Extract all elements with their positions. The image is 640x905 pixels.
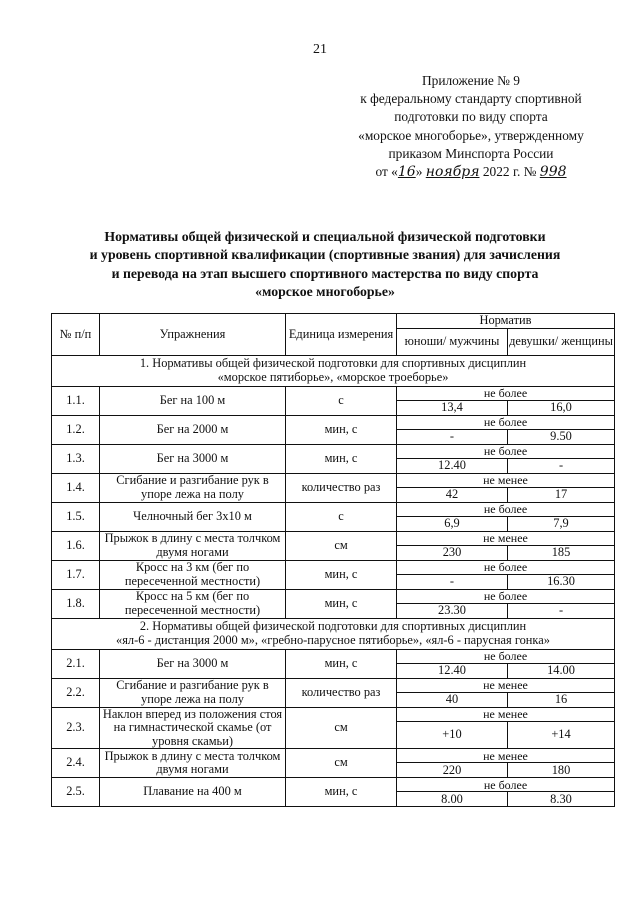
table-row [52, 560, 615, 574]
row-unit: с [286, 386, 397, 415]
row-norm-type: не менее [397, 531, 615, 545]
row-unit: мин, с [286, 778, 397, 807]
row-number: 1.3. [52, 444, 100, 473]
annex-line-1: к федеральному стандарту спортивной [360, 91, 582, 107]
norms-table [51, 313, 615, 807]
row-girls-value: 9.50 [508, 429, 615, 444]
row-exercise: Сгибание и разгибание рук в упоре лежа на полу [100, 678, 286, 707]
row-boys-value: 8.00 [397, 792, 508, 807]
row-girls-value: 14.00 [508, 663, 615, 678]
table-row [52, 749, 615, 763]
row-norm-type: не менее [397, 473, 615, 487]
annex-title: Приложение № 9 [421, 73, 521, 88]
row-exercise: Кросс на 5 км (бег по пересеченной местности) [100, 589, 286, 618]
row-girls-value: 16 [508, 692, 615, 707]
annex-line-3: «морское многоборье», утвержденному [358, 127, 584, 143]
row-boys-value: 220 [397, 763, 508, 778]
row-norm-type: не менее [397, 678, 615, 692]
row-number: 1.7. [52, 560, 100, 589]
row-girls-value: 16.30 [508, 574, 615, 589]
row-girls-value: +14 [508, 721, 615, 748]
annex-line-4: приказом Минспорта России [388, 145, 554, 161]
row-exercise: Челночный бег 3х10 м [100, 502, 286, 531]
row-exercise: Прыжок в длину с места толчком двумя ногами [100, 531, 286, 560]
row-unit: мин, с [286, 560, 397, 589]
norms-table-body [52, 314, 615, 807]
date-number: 998 [539, 164, 567, 181]
row-norm-type: не более [397, 649, 615, 663]
section-header-row [52, 355, 615, 386]
row-exercise: Наклон вперед из положения стоя на гимнастической скамье (от уровня скамьи) [100, 707, 286, 749]
row-exercise: Бег на 3000 м [100, 444, 286, 473]
row-unit: количество раз [286, 473, 397, 502]
row-boys-value: 12.40 [397, 663, 508, 678]
row-boys-value: 23.30 [397, 603, 508, 618]
date-year: 2022 г. № [482, 164, 537, 180]
row-number: 1.5. [52, 502, 100, 531]
table-row [52, 589, 615, 603]
table-row [52, 502, 615, 516]
row-unit: см [286, 707, 397, 749]
header-norm: Норматив [397, 314, 615, 329]
row-norm-type: не более [397, 415, 615, 429]
table-row [52, 473, 615, 487]
section-title-line-1: 2. Нормативы общей физической подготовки для спортивных дисциплин [139, 619, 527, 633]
title-line-4: «морское многоборье» [255, 283, 395, 299]
header-unit: Единица измерения [286, 314, 397, 356]
row-boys-value: 13,4 [397, 400, 508, 415]
row-number: 1.6. [52, 531, 100, 560]
row-girls-value: 7,9 [508, 516, 615, 531]
row-boys-value: 42 [397, 487, 508, 502]
row-boys-value: +10 [397, 721, 508, 748]
row-boys-value: 12.40 [397, 458, 508, 473]
row-girls-value: 185 [508, 545, 615, 560]
header-num: № п/п [52, 314, 100, 356]
row-girls-value: - [508, 458, 615, 473]
header-girls: девушки/ женщины [508, 328, 615, 355]
row-unit: с [286, 502, 397, 531]
table-row [52, 386, 615, 400]
date-prefix: от « [375, 164, 398, 180]
row-unit: мин, с [286, 649, 397, 678]
row-boys-value: 40 [397, 692, 508, 707]
title-line-3: и перевода на этап высшего спортивного мастерства по виду спорта [111, 265, 539, 281]
row-exercise: Бег на 2000 м [100, 415, 286, 444]
section-title-line-2: «морское пятиборье», «морское троеборье» [217, 369, 449, 384]
row-norm-type: не более [397, 502, 615, 516]
row-girls-value: - [508, 603, 615, 618]
row-girls-value: 8.30 [508, 792, 615, 807]
date-mid: » [415, 164, 423, 180]
row-norm-type: не более [397, 560, 615, 574]
row-unit: мин, с [286, 589, 397, 618]
date-day: 16 [397, 164, 416, 181]
row-exercise: Бег на 3000 м [100, 649, 286, 678]
row-unit: мин, с [286, 444, 397, 473]
date-month: ноября [425, 164, 480, 181]
row-exercise: Плавание на 400 м [100, 778, 286, 807]
row-exercise: Кросс на 3 км (бег по пересеченной местности) [100, 560, 286, 589]
header-boys: юноши/ мужчины [397, 328, 508, 355]
page-number: 21 [313, 42, 327, 57]
table-row [52, 707, 615, 721]
row-unit: количество раз [286, 678, 397, 707]
annex-line-2: подготовки по виду спорта [394, 109, 548, 125]
row-number: 1.1. [52, 386, 100, 415]
table-row [52, 778, 615, 792]
table-row [52, 415, 615, 429]
row-girls-value: 17 [508, 487, 615, 502]
annex-header [330, 72, 612, 181]
row-unit: см [286, 749, 397, 778]
table-row [52, 678, 615, 692]
row-boys-value: - [397, 429, 508, 444]
row-number: 1.8. [52, 589, 100, 618]
row-norm-type: не менее [397, 707, 615, 721]
header-exercise: Упражнения [100, 314, 286, 356]
annex-date-line [330, 163, 612, 181]
row-norm-type: не менее [397, 749, 615, 763]
section-title [52, 618, 615, 649]
row-norm-type: не более [397, 589, 615, 603]
row-exercise: Бег на 100 м [100, 386, 286, 415]
title-line-1: Нормативы общей физической и специальной физической подготовки [104, 229, 546, 244]
row-girls-value: 180 [508, 763, 615, 778]
row-boys-value: 230 [397, 545, 508, 560]
row-exercise: Прыжок в длину с места толчком двумя ногами [100, 749, 286, 778]
row-norm-type: не более [397, 444, 615, 458]
row-number: 2.2. [52, 678, 100, 707]
table-row [52, 444, 615, 458]
row-number: 1.4. [52, 473, 100, 502]
row-norm-type: не более [397, 778, 615, 792]
section-header-row [52, 618, 615, 649]
row-number: 2.5. [52, 778, 100, 807]
row-boys-value: - [397, 574, 508, 589]
row-number: 2.4. [52, 749, 100, 778]
section-title-line-2: «ял-6 - дистанция 2000 м», «гребно-парусное пятиборье», «ял-6 - парусная гонка» [116, 632, 550, 647]
table-row [52, 531, 615, 545]
row-unit: см [286, 531, 397, 560]
table-row [52, 649, 615, 663]
row-unit: мин, с [286, 415, 397, 444]
row-girls-value: 16,0 [508, 400, 615, 415]
row-exercise: Сгибание и разгибание рук в упоре лежа на полу [100, 473, 286, 502]
row-boys-value: 6,9 [397, 516, 508, 531]
row-number: 2.3. [52, 707, 100, 749]
document-title [60, 228, 590, 301]
row-norm-type: не более [397, 386, 615, 400]
row-number: 1.2. [52, 415, 100, 444]
title-line-2: и уровень спортивной квалификации (спортивные звания) для зачисления [89, 247, 561, 263]
section-title-line-1: 1. Нормативы общей физической подготовки для спортивных дисциплин [139, 356, 527, 370]
section-title [52, 355, 615, 386]
row-number: 2.1. [52, 649, 100, 678]
